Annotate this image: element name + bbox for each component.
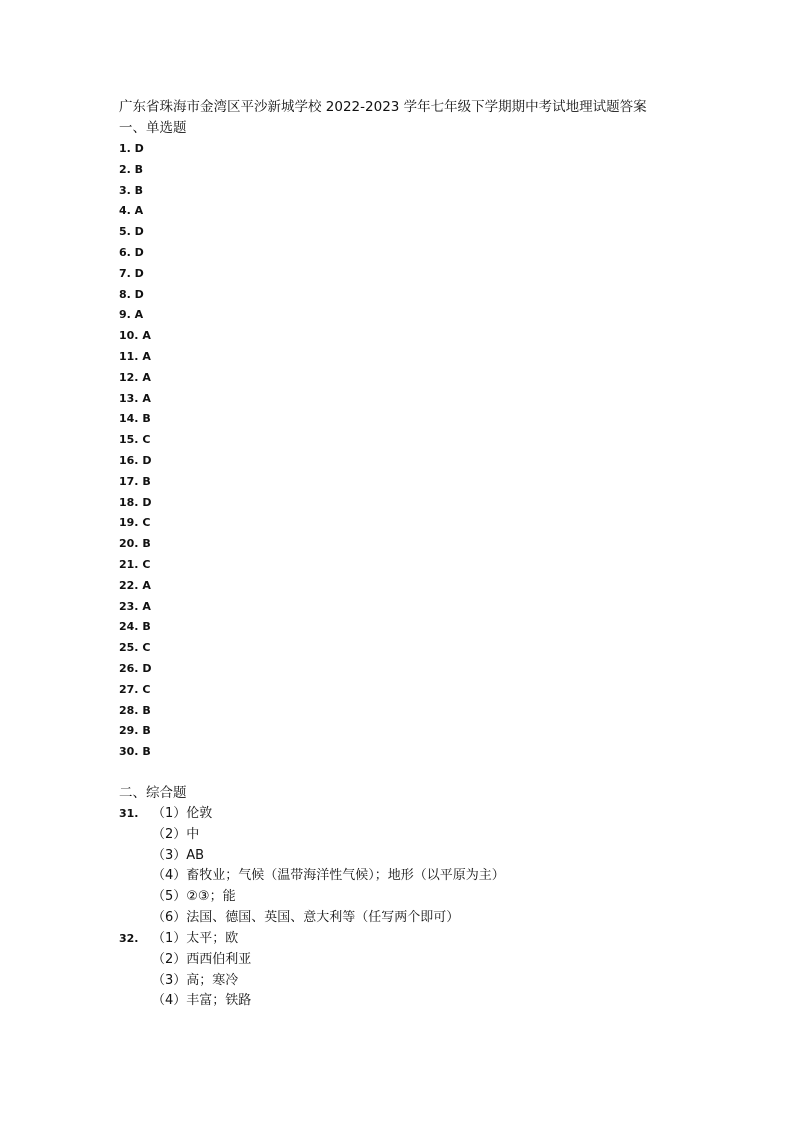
mc-answer: 21. C <box>119 557 151 571</box>
mc-answer: 2. B <box>119 162 144 176</box>
mc-answer: 27. C <box>119 682 151 696</box>
mc-answer: 22. A <box>119 578 151 592</box>
mc-answer: 14. B <box>119 412 151 426</box>
mc-answer: 3. B <box>119 183 144 197</box>
answer-part: （2）中 <box>152 826 200 842</box>
answer-part: （4）丰富；铁路 <box>152 993 252 1009</box>
mc-answer: 17. B <box>119 474 151 488</box>
answer-part: （1）伦敦 <box>152 806 213 821</box>
document-title: 广东省珠海市金湾区平沙新城学校 2022-2023 学年七年级下学期期中考试地理试题答案 <box>119 99 647 115</box>
answer-part: （1）太平；欧 <box>152 931 239 946</box>
mc-answer: 6. D <box>119 245 144 259</box>
mc-answer: 4. A <box>119 204 144 218</box>
question-31-answer <box>119 804 505 929</box>
mc-answer: 5. D <box>119 225 144 239</box>
mc-answer: 9. A <box>119 308 144 322</box>
mc-answer: 12. A <box>119 370 151 384</box>
mc-answer: 13. A <box>119 391 151 405</box>
mc-answer: 25. C <box>119 641 151 655</box>
mc-answer: 7. D <box>119 266 144 280</box>
answer-part: （3）高；寒冷 <box>152 972 239 988</box>
mc-answer: 30. B <box>119 745 151 759</box>
answer-part: （4）畜牧业；气候（温带海洋性气候）；地形（以平原为主） <box>152 868 505 884</box>
mc-answer: 16. D <box>119 453 152 467</box>
mc-answer: 29. B <box>119 724 151 738</box>
answer-part: （6）法国、德国、英国、意大利等（任写两个即可） <box>152 909 460 925</box>
mc-answer: 20. B <box>119 537 151 551</box>
mc-answer: 8. D <box>119 287 144 301</box>
mc-answer-list <box>119 139 151 763</box>
mc-answer: 10. A <box>119 329 151 343</box>
mc-answer: 11. A <box>119 349 151 363</box>
answer-part: （5）②③；能 <box>152 889 236 905</box>
mc-answer: 23. A <box>119 599 151 613</box>
mc-answer: 1. D <box>119 142 144 155</box>
mc-answer: 18. D <box>119 495 152 509</box>
mc-answer: 19. C <box>119 516 151 530</box>
mc-answer: 24. B <box>119 620 151 634</box>
section-heading-single-choice: 一、单选题 <box>119 120 187 136</box>
question-32-answer <box>119 929 251 1012</box>
mc-answer: 28. B <box>119 703 151 717</box>
question-number: 32. <box>119 932 139 945</box>
question-number: 31. <box>119 807 139 820</box>
section-heading-comprehensive: 二、综合题 <box>119 785 187 801</box>
answer-part: （3）AB <box>152 847 205 863</box>
mc-answer: 15. C <box>119 433 151 447</box>
answer-part: （2）西西伯利亚 <box>152 951 252 967</box>
mc-answer: 26. D <box>119 661 152 675</box>
